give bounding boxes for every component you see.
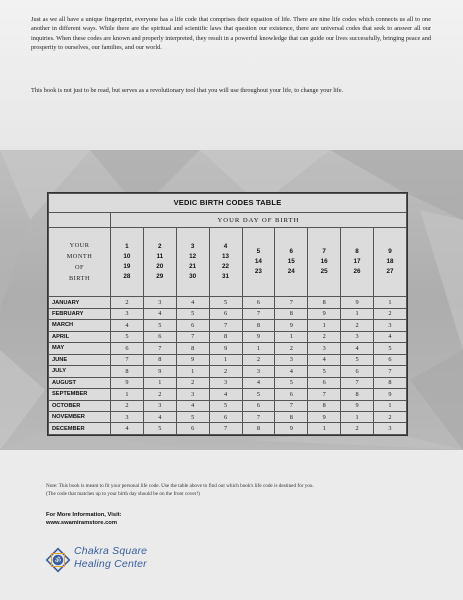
table-row xyxy=(49,400,407,411)
birth-code-cell: 9 xyxy=(275,423,308,435)
birth-code-cell: 9 xyxy=(209,343,242,354)
birth-code-cell: 4 xyxy=(275,366,308,377)
birth-code-cell: 5 xyxy=(111,331,144,342)
intro-paragraph: Just as we all have a unique fingerprint, everyone has a life code that comprises their equation of life. There are nine life codes which connects us all to one another in different ways. While there are the spiritual and scientific laws that question our existence, there are universal codes that seek to answer all our inquiries. When these codes are known and properly interpreted, they result in a powerful knowledge that can guide our lives successfully, bringing peace and prosperity to ourselves, our families, and our world. xyxy=(31,16,431,52)
birth-code-cell: 6 xyxy=(242,297,275,308)
birth-code-cell: 6 xyxy=(242,400,275,411)
birth-code-cell: 5 xyxy=(176,411,209,422)
table-subtitle: YOUR DAY OF BIRTH xyxy=(111,212,407,228)
table-row xyxy=(49,366,407,377)
month-label: DECEMBER xyxy=(49,423,111,435)
birth-code-cell: 4 xyxy=(111,320,144,331)
birth-code-cell: 7 xyxy=(374,366,407,377)
birth-code-cell: 6 xyxy=(176,320,209,331)
birth-code-cell: 8 xyxy=(176,343,209,354)
birth-code-cell: 4 xyxy=(176,297,209,308)
birth-code-cell: 4 xyxy=(308,354,341,365)
month-label: MAY xyxy=(49,343,111,354)
birth-code-cell: 4 xyxy=(143,308,176,319)
birth-code-cell: 1 xyxy=(308,320,341,331)
month-label: AUGUST xyxy=(49,377,111,388)
birth-code-cell: 3 xyxy=(143,297,176,308)
table-row xyxy=(49,377,407,388)
birth-code-cell: 7 xyxy=(209,423,242,435)
intro-paragraph-2: This book is not just to be read, but serves as a revolutionary tool that you will use throughout your life, to change your life. xyxy=(31,87,344,94)
birth-code-cell: 2 xyxy=(111,400,144,411)
birth-code-cell: 2 xyxy=(176,377,209,388)
birth-code-cell: 6 xyxy=(341,366,374,377)
om-symbol: ॐ xyxy=(54,556,62,565)
birth-code-cell: 7 xyxy=(275,400,308,411)
day-column-header: 6 15 24 xyxy=(275,228,308,297)
birth-code-cell: 3 xyxy=(308,343,341,354)
month-label: APRIL xyxy=(49,331,111,342)
table-row xyxy=(49,297,407,308)
birth-code-cell: 3 xyxy=(275,354,308,365)
logo-text: Chakra Square Healing Center xyxy=(74,545,148,570)
birth-code-cell: 5 xyxy=(209,400,242,411)
day-column-header: 9 18 27 xyxy=(374,228,407,297)
day-column-header: 4 13 22 31 xyxy=(209,228,242,297)
month-label: JANUARY xyxy=(49,297,111,308)
birth-code-cell: 2 xyxy=(242,354,275,365)
birth-code-cell: 8 xyxy=(341,389,374,400)
day-column-header: 1 10 19 28 xyxy=(111,228,144,297)
birth-code-cell: 4 xyxy=(209,389,242,400)
birth-code-cell: 3 xyxy=(143,400,176,411)
day-column-header: 2 11 20 29 xyxy=(143,228,176,297)
birth-code-cell: 4 xyxy=(143,411,176,422)
birth-code-cell: 9 xyxy=(176,354,209,365)
birth-code-cell: 9 xyxy=(308,308,341,319)
birth-code-cell: 5 xyxy=(341,354,374,365)
birth-code-cell: 6 xyxy=(209,308,242,319)
month-label: JULY xyxy=(49,366,111,377)
birth-code-cell: 3 xyxy=(209,377,242,388)
birth-code-cell: 9 xyxy=(275,320,308,331)
birth-code-cell: 6 xyxy=(275,389,308,400)
month-label: NOVEMBER xyxy=(49,411,111,422)
birth-code-cell: 2 xyxy=(308,331,341,342)
birth-code-cell: 9 xyxy=(242,331,275,342)
month-label: OCTOBER xyxy=(49,400,111,411)
birth-code-cell: 2 xyxy=(374,308,407,319)
birth-code-cell: 6 xyxy=(374,354,407,365)
birth-code-cell: 6 xyxy=(308,377,341,388)
table-row xyxy=(49,411,407,422)
birth-code-cell: 1 xyxy=(143,377,176,388)
note-text: Note: This book is meant to fit your personal life code. Use the table above to find out which book's life code is destined for you. (The code that matches up to your birth day should be on the front cover!) xyxy=(46,483,314,497)
birth-code-cell: 4 xyxy=(374,331,407,342)
birth-code-cell: 3 xyxy=(374,423,407,435)
birth-code-cell: 5 xyxy=(176,308,209,319)
table-row xyxy=(49,354,407,365)
day-column-header: 3 12 21 30 xyxy=(176,228,209,297)
birth-code-cell: 3 xyxy=(176,389,209,400)
birth-code-cell: 1 xyxy=(242,343,275,354)
birth-code-cell: 1 xyxy=(111,389,144,400)
birth-code-cell: 2 xyxy=(275,343,308,354)
birth-code-cell: 8 xyxy=(242,320,275,331)
birth-code-cell: 1 xyxy=(374,400,407,411)
birth-code-cell: 1 xyxy=(374,297,407,308)
birth-code-cell: 5 xyxy=(143,423,176,435)
birth-code-cell: 1 xyxy=(176,366,209,377)
birth-code-cell: 8 xyxy=(242,423,275,435)
month-label: FEBRUARY xyxy=(49,308,111,319)
birth-code-cell: 8 xyxy=(209,331,242,342)
day-column-header: 7 16 25 xyxy=(308,228,341,297)
birth-code-cell: 4 xyxy=(111,423,144,435)
table-row xyxy=(49,320,407,331)
birth-code-cell: 1 xyxy=(341,411,374,422)
birth-codes-table xyxy=(47,192,408,436)
birth-code-cell: 7 xyxy=(341,377,374,388)
birth-code-cell: 7 xyxy=(176,331,209,342)
table-row xyxy=(49,423,407,435)
birth-code-cell: 7 xyxy=(143,343,176,354)
row-header-label: YOUR MONTH OF BIRTH xyxy=(49,228,111,297)
day-column-header: 8 17 26 xyxy=(341,228,374,297)
birth-code-cell: 9 xyxy=(341,297,374,308)
table-row xyxy=(49,389,407,400)
birth-code-cell: 7 xyxy=(242,308,275,319)
more-info xyxy=(46,511,122,527)
birth-codes-grid xyxy=(48,193,407,435)
birth-code-cell: 5 xyxy=(143,320,176,331)
birth-code-cell: 5 xyxy=(275,377,308,388)
month-label: MARCH xyxy=(49,320,111,331)
birth-code-cell: 3 xyxy=(374,320,407,331)
chakra-square-logo xyxy=(44,542,184,587)
birth-code-cell: 5 xyxy=(242,389,275,400)
birth-code-cell: 1 xyxy=(275,331,308,342)
birth-code-cell: 1 xyxy=(209,354,242,365)
birth-code-cell: 9 xyxy=(111,377,144,388)
birth-code-cell: 8 xyxy=(374,377,407,388)
birth-code-cell: 2 xyxy=(143,389,176,400)
lotus-om-icon xyxy=(44,546,72,574)
birth-code-cell: 1 xyxy=(308,423,341,435)
birth-code-cell: 7 xyxy=(242,411,275,422)
birth-code-cell: 5 xyxy=(209,297,242,308)
birth-code-cell: 8 xyxy=(275,308,308,319)
birth-code-cell: 6 xyxy=(111,343,144,354)
birth-code-cell: 7 xyxy=(308,389,341,400)
table-row xyxy=(49,343,407,354)
table-row xyxy=(49,331,407,342)
birth-code-cell: 7 xyxy=(275,297,308,308)
birth-code-cell: 8 xyxy=(143,354,176,365)
birth-code-cell: 9 xyxy=(341,400,374,411)
birth-code-cell: 6 xyxy=(209,411,242,422)
table-title: VEDIC BIRTH CODES TABLE xyxy=(49,194,407,213)
birth-code-cell: 6 xyxy=(176,423,209,435)
more-info-label: For More Information, Visit: xyxy=(46,512,122,518)
website-link[interactable]: www.swamiramstore.com xyxy=(46,520,117,526)
birth-code-cell: 6 xyxy=(143,331,176,342)
birth-code-cell: 5 xyxy=(308,366,341,377)
birth-code-cell: 4 xyxy=(341,343,374,354)
birth-code-cell: 2 xyxy=(374,411,407,422)
month-label: SEPTEMBER xyxy=(49,389,111,400)
birth-code-cell: 3 xyxy=(341,331,374,342)
birth-code-cell: 8 xyxy=(308,297,341,308)
birth-code-cell: 3 xyxy=(111,411,144,422)
birth-code-cell: 9 xyxy=(374,389,407,400)
birth-code-cell: 2 xyxy=(209,366,242,377)
birth-code-cell: 2 xyxy=(111,297,144,308)
birth-code-cell: 8 xyxy=(111,366,144,377)
birth-code-cell: 2 xyxy=(341,423,374,435)
birth-code-cell: 7 xyxy=(111,354,144,365)
day-column-header: 5 14 23 xyxy=(242,228,275,297)
month-label: JUNE xyxy=(49,354,111,365)
birth-code-cell: 9 xyxy=(143,366,176,377)
birth-code-cell: 3 xyxy=(242,366,275,377)
birth-code-cell: 8 xyxy=(275,411,308,422)
birth-code-cell: 2 xyxy=(341,320,374,331)
birth-code-cell: 5 xyxy=(374,343,407,354)
birth-code-cell: 3 xyxy=(111,308,144,319)
birth-code-cell: 4 xyxy=(176,400,209,411)
birth-code-cell: 8 xyxy=(308,400,341,411)
table-row xyxy=(49,308,407,319)
birth-code-cell: 4 xyxy=(242,377,275,388)
birth-code-cell: 9 xyxy=(308,411,341,422)
birth-code-cell: 1 xyxy=(341,308,374,319)
birth-code-cell: 7 xyxy=(209,320,242,331)
